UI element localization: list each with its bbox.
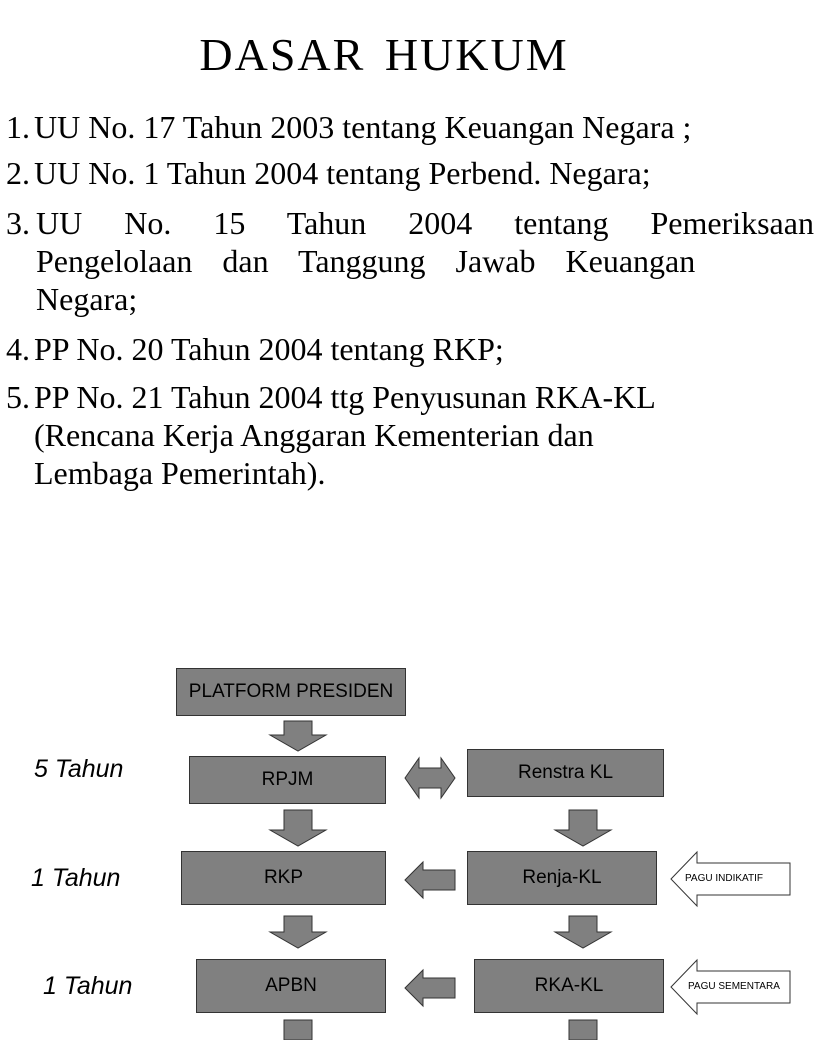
platform-presiden-box: PLATFORM PRESIDEN [176, 668, 406, 716]
law-line: PP No. 21 Tahun 2004 ttg Penyusunan RKA-KL [34, 379, 656, 415]
period-label-1-tahun-apbn: 1 Tahun [43, 972, 133, 1000]
planning-flow-diagram [0, 640, 780, 1024]
rpjm-box: RPJM [189, 756, 386, 804]
left-arrow-icon [405, 970, 455, 1006]
law-line: Lembaga Pemerintah). [34, 455, 326, 491]
law-line: Negara; [36, 281, 138, 317]
pagu-sementara-label: PAGU SEMENTARA [688, 981, 780, 992]
period-label-5-tahun: 5 Tahun [34, 755, 124, 783]
down-arrow-icon [569, 1020, 597, 1040]
down-arrow-icon [555, 916, 611, 948]
down-arrow-icon [270, 721, 326, 751]
law-line: UU No. 15 Tahun 2004 tentang Pemeriksaan [36, 205, 814, 241]
law-text [34, 154, 651, 192]
rka-kl-box: RKA-KL [474, 959, 664, 1013]
law-line: (Rencana Kerja Anggaran Kementerian dan [34, 417, 594, 453]
down-arrow-icon [270, 810, 326, 846]
law-number: 2. [6, 155, 30, 191]
period-label-1-tahun-rkp: 1 Tahun [31, 864, 121, 892]
law-text [34, 378, 656, 492]
down-arrow-icon [270, 916, 326, 948]
rkp-box: RKP [181, 851, 386, 905]
law-text [34, 330, 504, 368]
renstra-kl-box: Renstra KL [467, 749, 664, 797]
double-arrow-icon [405, 756, 455, 800]
law-text [34, 108, 691, 146]
law-line: Pengelolaan dan Tanggung Jawab Keuangan [36, 243, 696, 279]
left-arrow-icon [405, 862, 455, 898]
law-number: 5. [6, 379, 30, 415]
down-arrow-icon [555, 810, 611, 846]
law-number: 3. [6, 205, 30, 241]
renja-kl-box: Renja-KL [467, 851, 657, 905]
law-line: UU No. 1 Tahun 2004 tentang Perbend. Negara; [34, 155, 651, 191]
law-number: 1. [6, 109, 30, 145]
law-number: 4. [6, 331, 30, 367]
law-text [36, 204, 814, 318]
down-arrow-icon [284, 1020, 312, 1040]
page-title: DASAR HUKUM [199, 29, 569, 80]
pagu-indikatif-label: PAGU INDIKATIF [685, 873, 763, 884]
apbn-box: APBN [196, 959, 386, 1013]
law-line: UU No. 17 Tahun 2003 tentang Keuangan Negara ; [34, 109, 692, 145]
law-line: PP No. 20 Tahun 2004 tentang RKP; [34, 331, 504, 367]
